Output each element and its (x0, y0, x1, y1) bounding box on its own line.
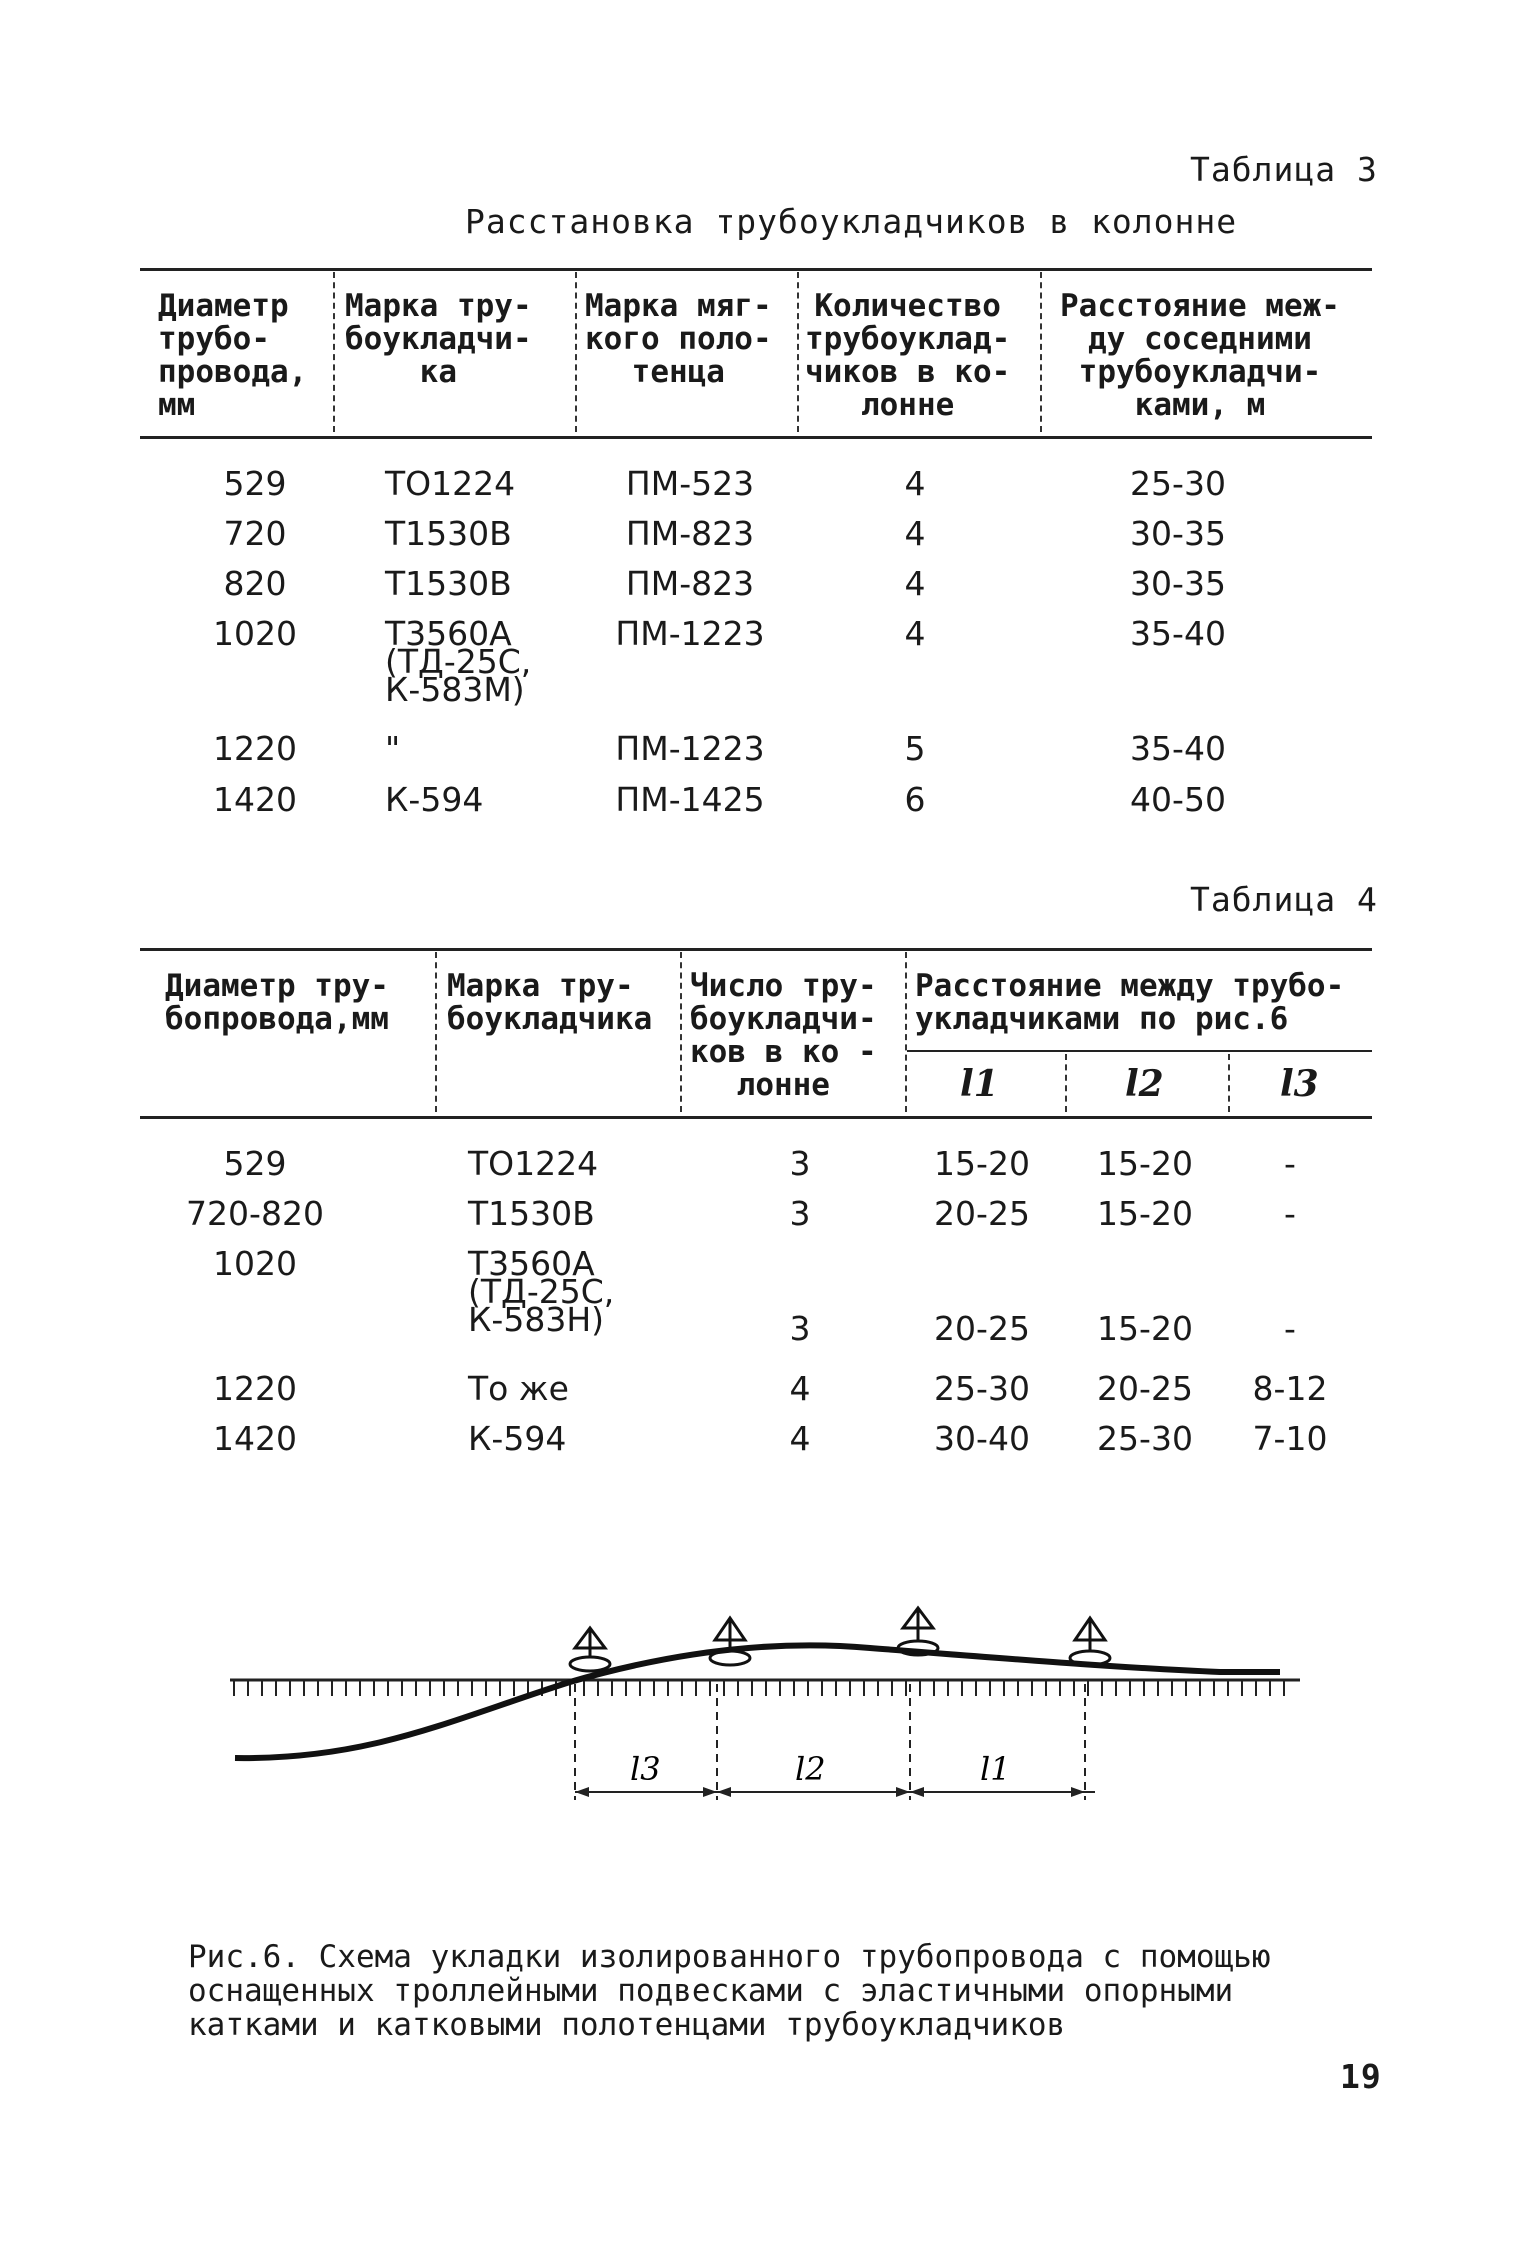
table3-header-towel: Марка мяг- кого поло- тенца (585, 288, 772, 390)
table4-col-divider (905, 952, 907, 1112)
table3-cell: ПМ-1223 (615, 614, 765, 653)
figure-caption: Рис.6. Схема укладки изолированного трубопровода с помощью оснащенных троллейными подвесками с эластичными опорными катками и катковыми полотенцами трубоукладчиков (188, 1939, 1290, 2043)
table4-cell: 20-25 (1097, 1369, 1193, 1408)
pipelayer-icon (710, 1618, 750, 1665)
table3-cell: 720 (223, 514, 287, 553)
table3-cell: ПМ-823 (625, 564, 755, 603)
table3-cell: 820 (223, 564, 287, 603)
table4-cell: 4 (789, 1419, 811, 1458)
table3-cell: 529 (223, 464, 287, 503)
ground-ticks (234, 1680, 1284, 1696)
table3-col-divider (575, 272, 577, 432)
page-number: 19 (1340, 2057, 1382, 2096)
table4-cell: Т3560А (ТД-25С, К-583Н) (468, 1244, 615, 1339)
table4-cell: 1220 (213, 1369, 297, 1408)
table3-cell: Т1530В (385, 564, 512, 603)
table4-cell: 15-20 (934, 1144, 1030, 1183)
table4-cell: 1420 (213, 1419, 297, 1458)
table3-header-distance: Расстояние меж- ду соседними трубоукладчи- ками, м (1060, 288, 1340, 423)
table4-top-rule (140, 948, 1372, 951)
pipeline-curve (235, 1645, 1280, 1758)
pipelayer-icon (570, 1628, 610, 1671)
table4-header-count: Число тру- боукладчи- ков в ко - лонне (690, 968, 877, 1103)
table3-cell: ПМ-1425 (615, 780, 765, 819)
table3-cell: 4 (904, 464, 926, 503)
table4-header-l3: l3 (1280, 1063, 1319, 1105)
table3-cell: Т3560А (ТД-25С, К-583М) (385, 614, 532, 709)
table4-cell: 8-12 (1252, 1369, 1328, 1408)
table4-cell: Т1530В (468, 1194, 595, 1233)
table4-cell: - (1284, 1309, 1296, 1348)
table3-header-count: Количество трубоуклад- чиков в ко- лонне (805, 288, 1011, 423)
table3-col-divider (797, 272, 799, 432)
table4-header-rule (140, 1116, 1372, 1119)
table3-cell: 35-40 (1130, 729, 1226, 768)
table3-cell: 1220 (213, 729, 297, 768)
table4-col-divider (435, 952, 437, 1112)
table4-cell: 30-40 (934, 1419, 1030, 1458)
table3-col-divider (333, 272, 335, 432)
table3-cell: 4 (904, 564, 926, 603)
table4-header-distance: Расстояние между трубо- укладчиками по рис.6 (915, 968, 1345, 1037)
table3-cell: ТО1224 (385, 464, 516, 503)
table3-cell: 35-40 (1130, 614, 1226, 653)
pipelayer-icon (1070, 1618, 1110, 1665)
table3-top-rule (140, 268, 1372, 271)
table3-header-brand: Марка тру- боукладчи- ка (345, 288, 532, 390)
table3-cell: 6 (904, 780, 926, 819)
table3-cell: К-594 (385, 780, 484, 819)
table3-cell: " (385, 729, 401, 768)
table4-col-divider (1228, 1054, 1230, 1112)
table3-cell: ПМ-1223 (615, 729, 765, 768)
table4-cell: 3 (789, 1194, 811, 1233)
table4-header-brand: Марка тру- боукладчика (447, 968, 653, 1037)
table3-header-diameter: Диаметр трубо- провода, мм (158, 288, 308, 423)
dim-label-l1: l1 (980, 1750, 1011, 1788)
table4-cell: 20-25 (934, 1194, 1030, 1233)
table4-cell: 15-20 (1097, 1194, 1193, 1233)
table4-cell: 529 (223, 1144, 287, 1183)
table4-subheader-rule (907, 1050, 1372, 1052)
table4-cell: 25-30 (1097, 1419, 1193, 1458)
table4-cell: 3 (789, 1309, 811, 1348)
table4-cell: 15-20 (1097, 1309, 1193, 1348)
table3-cell: Т1530В (385, 514, 512, 553)
table3-cell: 25-30 (1130, 464, 1226, 503)
table4-col-divider (1065, 1054, 1067, 1112)
table4-cell: 20-25 (934, 1309, 1030, 1348)
table4-cell: 1020 (213, 1244, 297, 1283)
table3-cell: 1420 (213, 780, 297, 819)
table4-cell: К-594 (468, 1419, 567, 1458)
table3-title: Расстановка трубоукладчиков в колонне (465, 202, 1238, 241)
table4-cell: 3 (789, 1144, 811, 1183)
table4-header-l2: l2 (1125, 1063, 1164, 1105)
table4-header-l1: l1 (960, 1063, 999, 1105)
table3-cell: 40-50 (1130, 780, 1226, 819)
table4-cell: ТО1224 (468, 1144, 599, 1183)
table4-cell: То же (468, 1369, 569, 1408)
table3-number: Таблица 3 (1190, 150, 1378, 189)
table4-cell: 15-20 (1097, 1144, 1193, 1183)
table4-header-diameter: Диаметр тру- бопровода,мм (165, 968, 389, 1037)
table4-cell: 4 (789, 1369, 811, 1408)
dim-label-l2: l2 (795, 1750, 826, 1788)
table3-cell: 30-35 (1130, 514, 1226, 553)
table4-cell: 25-30 (934, 1369, 1030, 1408)
table3-cell: 5 (904, 729, 926, 768)
table3-cell: ПМ-523 (625, 464, 755, 503)
table4-cell: 7-10 (1252, 1419, 1328, 1458)
table4-cell: - (1284, 1144, 1296, 1183)
table3-col-divider (1040, 272, 1042, 432)
table3-cell: 4 (904, 614, 926, 653)
table4-number: Таблица 4 (1190, 880, 1378, 919)
dim-label-l3: l3 (630, 1750, 661, 1788)
table3-header-rule (140, 436, 1372, 439)
table3-cell: 1020 (213, 614, 297, 653)
table3-cell: ПМ-823 (625, 514, 755, 553)
table3-cell: 30-35 (1130, 564, 1226, 603)
table3-cell: 4 (904, 514, 926, 553)
table4-col-divider (680, 952, 682, 1112)
table4-cell: - (1284, 1194, 1296, 1233)
table4-cell: 720-820 (186, 1194, 324, 1233)
pipeline-laying-diagram (220, 1600, 1310, 1840)
